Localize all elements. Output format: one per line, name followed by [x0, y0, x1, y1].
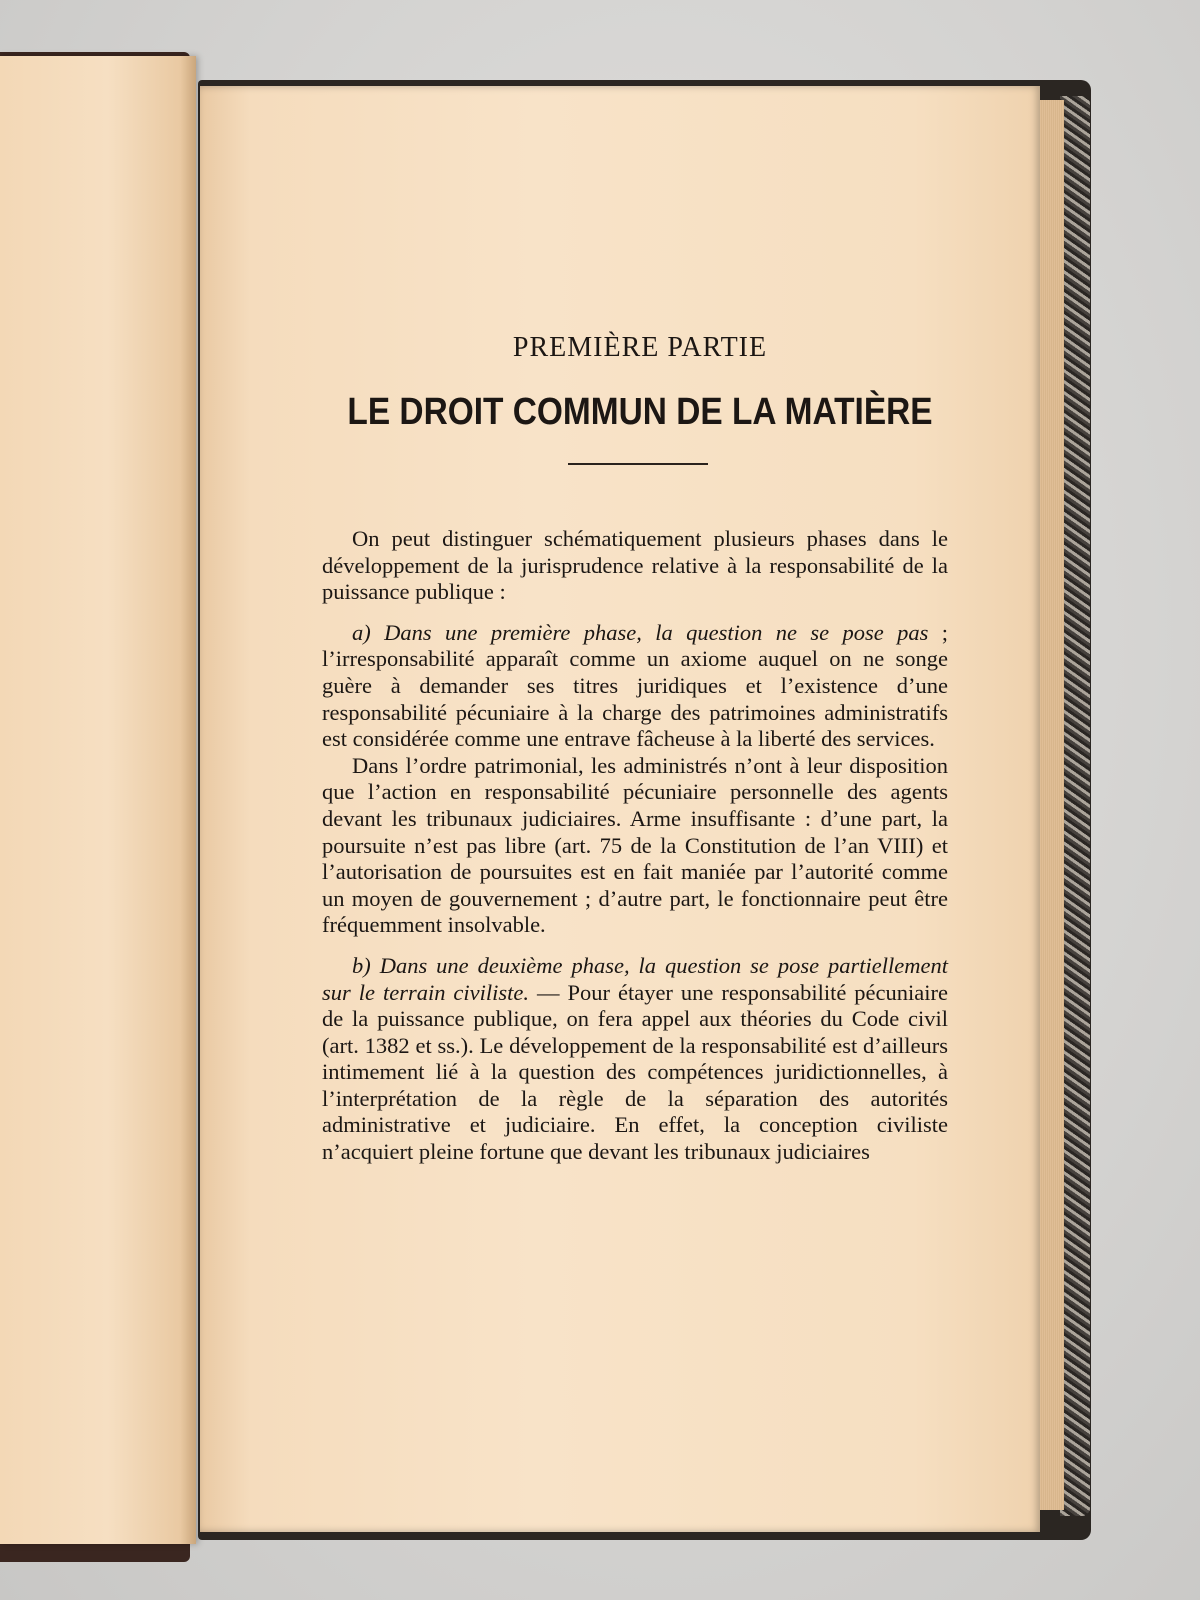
part-heading: PREMIÈRE PARTIE — [512, 332, 768, 363]
paragraph-a — [322, 620, 948, 753]
paragraph-b-rest: — Pour étayer une responsabilité pécuniaire de la puissance publique, on fera appel aux théories du Code civil (art. 1382 et ss.). Le développement de la responsabilité est d’ailleurs intimement lié à la question des compétences juridictionnelles, à l’interprétation de la règle de la séparation des autorités administrative et judiciaire. En effet, la conception civiliste n’acquiert pleine fortune que devant les tribunaux judiciaires — [322, 979, 948, 1165]
body-text — [322, 526, 948, 1166]
title-rule — [568, 463, 708, 465]
chapter-title: LE DROIT COMMUN DE LA MATIÈRE — [347, 391, 933, 433]
paragraph-a-italic: Dans une première phase, la question ne se pose pas — [384, 619, 929, 645]
marbled-cover-edge — [1060, 96, 1090, 1516]
left-page — [0, 56, 196, 1544]
paragraph-intro: On peut distinguer schématiquement plusieurs phases dans le développement de la jurisprudence relative à la responsabilité de la puissance publique : — [322, 526, 948, 605]
paragraph-ordre: Dans l’ordre patrimonial, les administrés n’ont à leur disposition que l’action en responsabilité pécuniaire personnelle des agents devant les tribunaux judiciaires. Arme insuffisante : d’une part, la poursuite n’est pas libre (art. 75 de la Constitution de l’an VIII) et l’autorisation de poursuites est en fait maniée par l’autorité comme un moyen de gouvernement ; d’autre part, le fonctionnaire peut être fréquemment insolvable. — [322, 752, 948, 938]
paragraph-b — [322, 953, 948, 1166]
paragraph-b-italic: Dans une deuxième phase, la question se pose partiellement sur le terrain civiliste. — [322, 952, 949, 1005]
paragraph-b-label: b) — [352, 952, 371, 978]
paragraph-a-rest: ; l’irresponsabilité apparaît comme un axiome auquel on ne songe guère à demander ses titres juridiques et l’existence d’une responsabilité pécuniaire à la charge des patrimoines administratifs est considérée comme une entrave fâcheuse à la liberté des services. — [322, 619, 948, 752]
paragraph-a-label: a) — [352, 619, 371, 645]
right-page — [200, 86, 1040, 1532]
